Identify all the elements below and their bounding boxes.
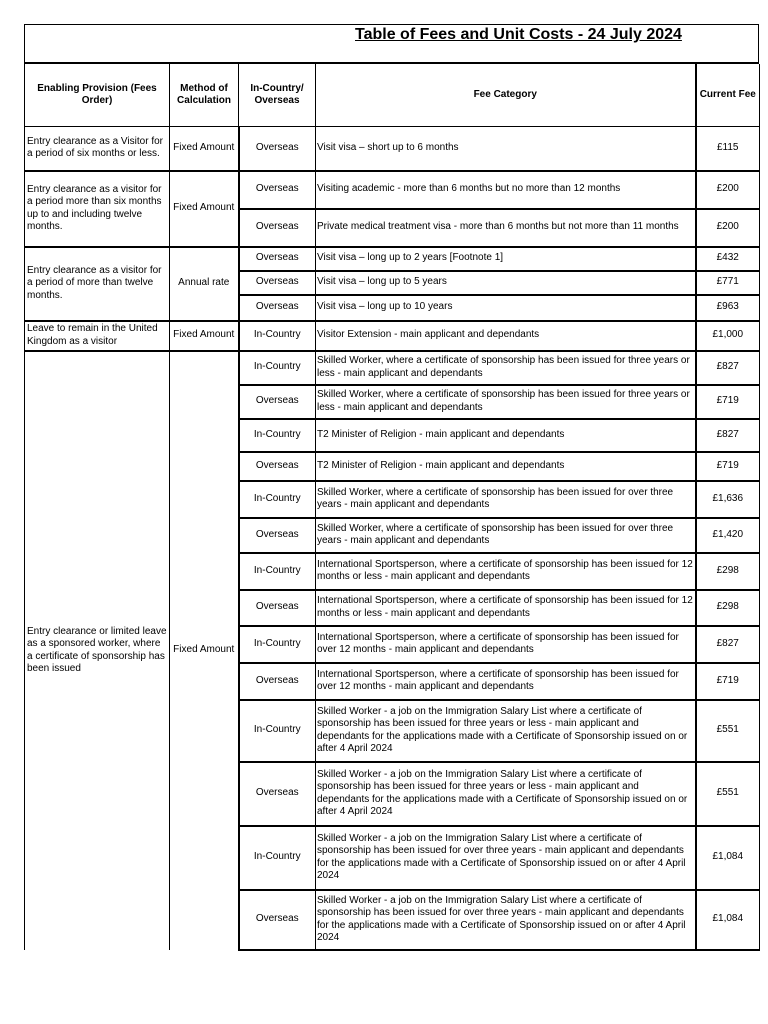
current-fee-cell: £432 [696, 247, 760, 271]
fee-category-cell: Skilled Worker, where a certificate of sponsorship has been issued for three years or less - main applicant and dependants [316, 351, 696, 385]
fee-category-cell: Skilled Worker - a job on the Immigration Salary List where a certificate of sponsorship has been issued for three years or less - main applicant and dependants for the applications made with a Certificate of Sponsorship issued on or after 4 April 2024 [316, 762, 696, 826]
current-fee-cell: £827 [696, 626, 760, 663]
provision-cell: Leave to remain in the United Kingdom as a visitor [25, 321, 170, 351]
title-bar [24, 24, 759, 64]
location-cell: Overseas [239, 271, 316, 295]
method-cell: Fixed Amount [170, 171, 239, 247]
header-row [25, 64, 760, 127]
table-row [25, 171, 760, 209]
table-row [25, 247, 760, 271]
location-cell: Overseas [239, 295, 316, 321]
location-cell: In-Country [239, 481, 316, 518]
location-cell: Overseas [239, 209, 316, 247]
fee-category-cell: Skilled Worker, where a certificate of sponsorship has been issued for over three years - main applicant and dependants [316, 518, 696, 553]
fee-category-cell: Visit visa – long up to 5 years [316, 271, 696, 295]
location-cell: Overseas [239, 518, 316, 553]
provision-cell: Entry clearance as a Visitor for a period of six months or less. [25, 127, 170, 171]
fee-category-cell: T2 Minister of Religion - main applicant and dependants [316, 452, 696, 481]
fee-category-cell: Skilled Worker - a job on the Immigration Salary List where a certificate of sponsorship has been issued for over three years - main applicant and dependants for the applications made with a Certificate of Sponsorship issued on or after 4 April 2024 [316, 890, 696, 950]
fee-sheet [24, 24, 759, 951]
location-cell: In-Country [239, 419, 316, 452]
location-cell: Overseas [239, 127, 316, 171]
current-fee-cell: £1,420 [696, 518, 760, 553]
current-fee-cell: £719 [696, 452, 760, 481]
fee-category-cell: Private medical treatment visa - more than 6 months but not more than 11 months [316, 209, 696, 247]
location-cell: Overseas [239, 762, 316, 826]
current-fee-cell: £827 [696, 351, 760, 385]
fee-category-cell: Visit visa – short up to 6 months [316, 127, 696, 171]
current-fee-cell: £1,000 [696, 321, 760, 351]
current-fee-cell: £719 [696, 663, 760, 700]
current-fee-cell: £963 [696, 295, 760, 321]
fee-category-cell: Skilled Worker, where a certificate of sponsorship has been issued for over three years - main applicant and dependants [316, 481, 696, 518]
current-fee-cell: £719 [696, 385, 760, 419]
provision-cell: Entry clearance or limited leave as a sponsored worker, where a certificate of sponsorship has been issued [25, 351, 170, 950]
current-fee-cell: £115 [696, 127, 760, 171]
header-location: In-Country/ Overseas [239, 64, 316, 127]
table-row [25, 321, 760, 351]
provision-cell: Entry clearance as a visitor for a period of more than twelve months. [25, 247, 170, 321]
fee-category-cell: Visitor Extension - main applicant and dependants [316, 321, 696, 351]
fee-category-cell: Visit visa – long up to 2 years [Footnote 1] [316, 247, 696, 271]
fee-category-cell: Skilled Worker - a job on the Immigration Salary List where a certificate of sponsorship has been issued for over three years - main applicant and dependants for the applications made with a Certificate of Sponsorship issued on or after 4 April 2024 [316, 826, 696, 890]
current-fee-cell: £298 [696, 553, 760, 590]
page-title: Table of Fees and Unit Costs - 24 July 2024 [355, 26, 682, 43]
fee-category-cell: Visiting academic - more than 6 months but no more than 12 months [316, 171, 696, 209]
header-fee: Current Fee [696, 64, 760, 127]
table-row [25, 351, 760, 385]
location-cell: Overseas [239, 171, 316, 209]
location-cell: In-Country [239, 700, 316, 762]
provision-cell: Entry clearance as a visitor for a period more than six months up to and including twelve months. [25, 171, 170, 247]
location-cell: Overseas [239, 663, 316, 700]
location-cell: In-Country [239, 321, 316, 351]
header-provision: Enabling Provision (Fees Order) [25, 64, 170, 127]
location-cell: Overseas [239, 452, 316, 481]
header-method: Method of Calculation [170, 64, 239, 127]
current-fee-cell: £551 [696, 762, 760, 826]
fee-category-cell: International Sportsperson, where a certificate of sponsorship has been issued for over 12 months - main applicant and dependants [316, 663, 696, 700]
current-fee-cell: £298 [696, 590, 760, 626]
fees-table-body [25, 127, 760, 950]
method-cell: Fixed Amount [170, 321, 239, 351]
location-cell: Overseas [239, 590, 316, 626]
location-cell: In-Country [239, 626, 316, 663]
fee-category-cell: Skilled Worker - a job on the Immigration Salary List where a certificate of sponsorship has been issued for three years or less - main applicant and dependants for the applications made with a Certificate of Sponsorship issued on or after 4 April 2024 [316, 700, 696, 762]
fee-category-cell: T2 Minister of Religion - main applicant and dependants [316, 419, 696, 452]
current-fee-cell: £200 [696, 171, 760, 209]
current-fee-cell: £827 [696, 419, 760, 452]
fee-category-cell: Skilled Worker, where a certificate of sponsorship has been issued for three years or less - main applicant and dependants [316, 385, 696, 419]
current-fee-cell: £200 [696, 209, 760, 247]
location-cell: Overseas [239, 890, 316, 950]
fees-table [24, 64, 760, 951]
current-fee-cell: £1,084 [696, 826, 760, 890]
location-cell: Overseas [239, 247, 316, 271]
current-fee-cell: £1,636 [696, 481, 760, 518]
method-cell: Fixed Amount [170, 351, 239, 950]
location-cell: In-Country [239, 826, 316, 890]
location-cell: Overseas [239, 385, 316, 419]
table-row [25, 127, 760, 171]
current-fee-cell: £551 [696, 700, 760, 762]
location-cell: In-Country [239, 351, 316, 385]
current-fee-cell: £1,084 [696, 890, 760, 950]
method-cell: Annual rate [170, 247, 239, 321]
fee-category-cell: Visit visa – long up to 10 years [316, 295, 696, 321]
location-cell: In-Country [239, 553, 316, 590]
header-category: Fee Category [316, 64, 696, 127]
fee-category-cell: International Sportsperson, where a certificate of sponsorship has been issued for 12 months or less - main applicant and dependants [316, 553, 696, 590]
current-fee-cell: £771 [696, 271, 760, 295]
method-cell: Fixed Amount [170, 127, 239, 171]
fee-category-cell: International Sportsperson, where a certificate of sponsorship has been issued for over 12 months - main applicant and dependants [316, 626, 696, 663]
fee-category-cell: International Sportsperson, where a certificate of sponsorship has been issued for 12 months or less - main applicant and dependants [316, 590, 696, 626]
